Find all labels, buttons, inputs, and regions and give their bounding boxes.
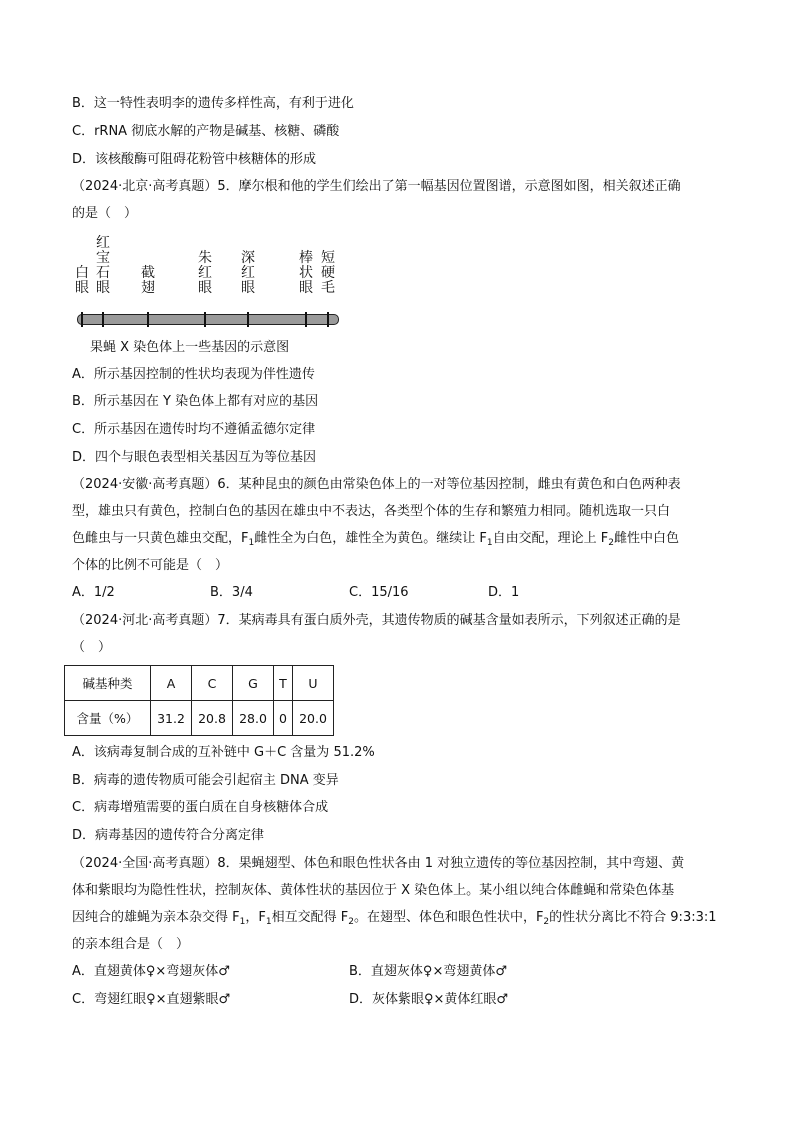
gene-locus-tick [204,312,206,327]
x-chromosome-bar [77,314,339,325]
q8-stem-line2: 体和紫眼均为隐性性状，控制灰体、黄体性状的基因位于 X 染色体上。某小组以纯合体雌蝇和常染色体基 [72,883,675,898]
table-cell: 28.0 [233,701,274,736]
q7-stem-line2: （ ） [72,640,112,655]
q4-option-b: B．这一特性表明李的遗传多样性高，有利于进化 [72,96,354,111]
table-row [65,701,334,736]
table-cell: C [192,666,233,701]
gene-label-carmine-eye: 深红眼 [241,250,255,296]
q5-stem-line2: 的是（ ） [72,206,138,221]
figure-caption: 果蝇 X 染色体上一些基因的示意图 [90,340,290,355]
q7-option-d: D．病毒基因的遗传符合分离定律 [72,828,265,843]
q5-option-d: D．四个与眼色表型相关基因互为等位基因 [72,450,317,465]
q5-option-a: A．所示基因控制的性状均表现为伴性遗传 [72,367,315,382]
table-cell: 31.2 [151,701,192,736]
gene-locus-tick [327,312,329,327]
gene-locus-tick [305,312,307,327]
table-cell: 碱基种类 [65,666,151,701]
q8-stem-line3: 因纯合的雄蝇为亲本杂交得 $F_1$，$F_1$相互交配得 $F_2$。在翅型、体色和眼色性状中，$F_2$的性状分离比不符合 9:3:3:1 [72,910,717,927]
q6-stem-line3: 色雌虫与一只黄色雄虫交配，$F_1$雌性全为白色，雄性全为黄色。继续让 $F_1$自由交配，理论上 $F_2$雌性中白色 [72,531,679,548]
gene-locus-tick [102,312,104,327]
gene-locus-tick [81,312,83,327]
q8-option-c: C．弯翅红眼♀×直翅紫眼♂ [72,992,231,1007]
q6-option-c: C．15/16 [349,585,409,600]
q6-option-b: B．3/4 [210,585,253,600]
q6-stem-line2: 型，雄虫只有黄色，控制白色的基因在雄虫中不表达，各类型个体的生存和繁殖力相同。随机选取一只白 [72,504,671,519]
q6-option-a: A．1/2 [72,585,115,600]
gene-label-cut-wing: 截翅 [141,265,155,296]
q4-option-d: D．该核酸酶可阻碍花粉管中核糖体的形成 [72,152,317,167]
q6-option-d: D．1 [488,585,520,600]
gene-label-ruby-eye: 红宝石眼 [96,235,110,296]
q8-stem-line4: 的亲本组合是（ ） [72,937,190,952]
q7-stem-line1: （2024·河北·高考真题）7．某病毒具有蛋白质外壳，其遗传物质的碱基含量如表所示，下列叙述正确的是 [72,613,681,628]
table-cell: 20.8 [192,701,233,736]
gene-label-short-bristle: 短硬毛 [321,250,335,296]
gene-label-bar-eye: 棒状眼 [299,250,313,296]
gene-label-white-eye: 白眼 [75,265,89,296]
table-cell: A [151,666,192,701]
table-cell: G [233,666,274,701]
base-content-table [64,665,334,736]
q8-option-b: B．直翅灰体♀×弯翅黄体♂ [349,964,507,979]
q8-option-a: A．直翅黄体♀×弯翅灰体♂ [72,964,230,979]
q6-stem-line1: （2024·安徽·高考真题）6．某种昆虫的颜色由常染色体上的一对等位基因控制，雌虫有黄色和白色两种表 [72,477,681,492]
q5-option-c: C．所示基因在遗传时均不遵循孟德尔定律 [72,422,316,437]
q6-stem-line4: 个体的比例不可能是（ ） [72,558,229,573]
table-cell: T [274,666,293,701]
q5-option-b: B．所示基因在 Y 染色体上都有对应的基因 [72,394,319,409]
q5-stem-line1: （2024·北京·高考真题）5．摩尔根和他的学生们绘出了第一幅基因位置图谱，示意图如图，相关叙述正确 [72,179,681,194]
gene-locus-tick [247,312,249,327]
gene-locus-tick [147,312,149,327]
q7-option-c: C．病毒增殖需要的蛋白质在自身核糖体合成 [72,800,329,815]
table-header-row [65,666,334,701]
q8-stem-line1: （2024·全国·高考真题）8．果蝇翅型、体色和眼色性状各由 1 对独立遗传的等位基因控制，其中弯翅、黄 [72,856,685,871]
q7-option-a: A．该病毒复制合成的互补链中 G＋C 含量为 51.2% [72,745,375,760]
table-cell: 0 [274,701,293,736]
q8-option-d: D．灰体紫眼♀×黄体红眼♂ [349,992,509,1007]
table-cell: 20.0 [293,701,334,736]
q4-option-c: C．rRNA 彻底水解的产物是碱基、核糖、磷酸 [72,124,340,139]
table-cell: U [293,666,334,701]
q7-option-b: B．病毒的遗传物质可能会引起宿主 DNA 变异 [72,773,339,788]
table-cell: 含量（%） [65,701,151,736]
gene-label-vermilion-eye: 朱红眼 [198,250,212,296]
